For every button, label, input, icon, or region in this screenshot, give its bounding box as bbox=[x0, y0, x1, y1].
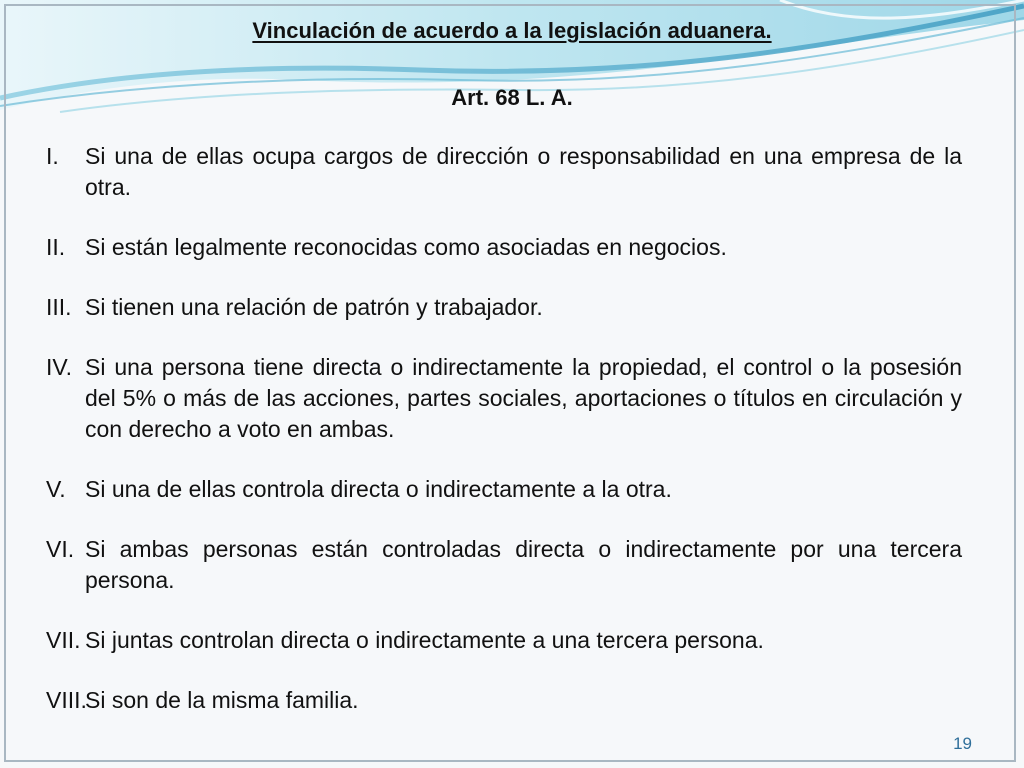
list-item bbox=[46, 474, 962, 505]
list-item bbox=[46, 685, 962, 716]
list-item-text: Si una de ellas ocupa cargos de dirección o responsabilidad en una empresa de la otra. bbox=[85, 143, 962, 200]
list-item-number: I. bbox=[46, 143, 59, 169]
list-item-text: Si ambas personas están controladas directa o indirectamente por una tercera persona. bbox=[85, 536, 962, 593]
list-item bbox=[46, 352, 962, 445]
list-item-number: VII. bbox=[46, 627, 81, 653]
list-item-text: Si tienen una relación de patrón y trabajador. bbox=[85, 294, 543, 320]
list-item-text: Si están legalmente reconocidas como asociadas en negocios. bbox=[85, 234, 727, 260]
list-item-text: Si una de ellas controla directa o indirectamente a la otra. bbox=[85, 476, 672, 502]
list-item bbox=[46, 292, 962, 323]
list-item-number: IV. bbox=[46, 354, 73, 380]
list-item bbox=[46, 534, 962, 596]
list-item bbox=[46, 141, 962, 203]
list-item-number: VI. bbox=[46, 536, 75, 562]
article-list bbox=[46, 141, 962, 745]
slide-subtitle: Art. 68 L. A. bbox=[451, 85, 573, 110]
list-item-text: Si son de la misma familia. bbox=[85, 687, 359, 713]
list-item-number: II. bbox=[46, 234, 66, 260]
list-item bbox=[46, 232, 962, 263]
list-item-number: V. bbox=[46, 476, 66, 502]
list-item-number: VIII. bbox=[46, 687, 87, 713]
slide-title: Vinculación de acuerdo a la legislación aduanera. bbox=[252, 18, 772, 43]
list-item-number: III. bbox=[46, 294, 72, 320]
list-item-text: Si una persona tiene directa o indirectamente la propiedad, el control o la posesión del 5% o más de las acciones, partes sociales, aportaciones o títulos en circulación y con derecho a voto en ambas. bbox=[85, 354, 962, 442]
list-item-text: Si juntas controlan directa o indirectamente a una tercera persona. bbox=[85, 627, 764, 653]
page-number: 19 bbox=[953, 734, 972, 753]
list-item bbox=[46, 625, 962, 656]
